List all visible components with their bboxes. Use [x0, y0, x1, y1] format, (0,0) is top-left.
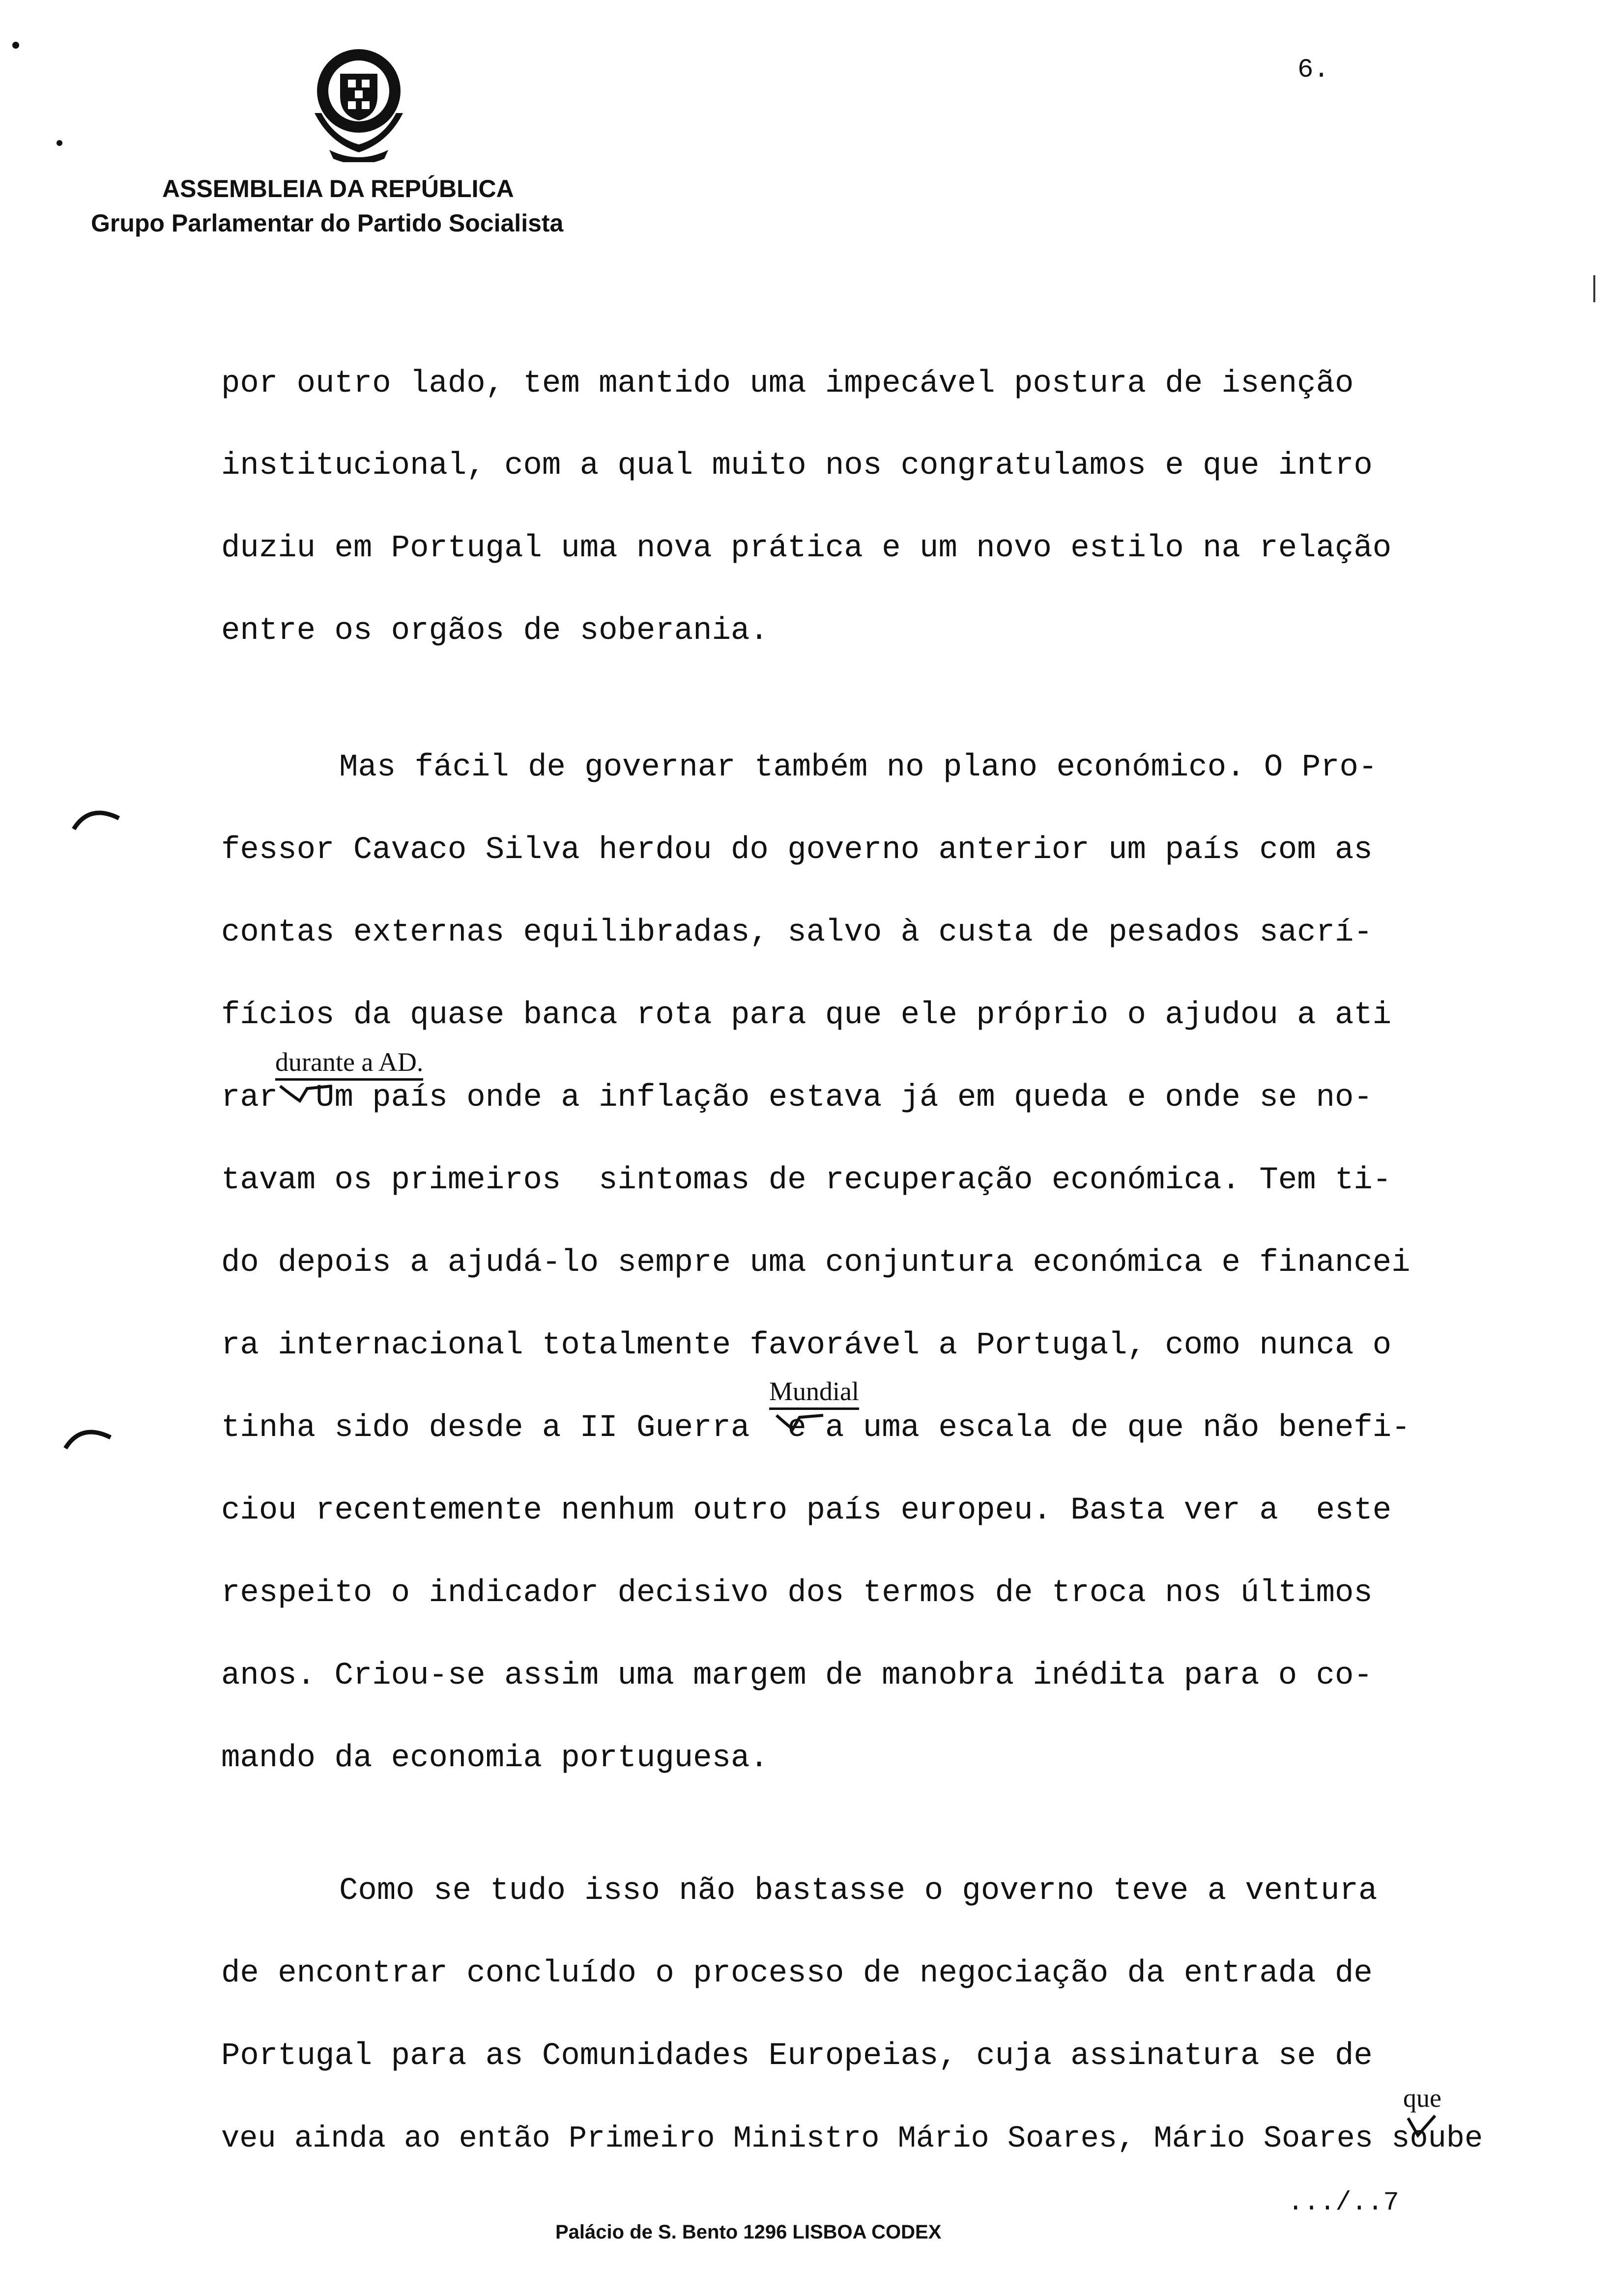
text-line: respeito o indicador decisivo dos termos de troca nos últimos — [221, 1576, 1373, 1611]
text-line: ciou recentemente nenhum outro país europeu. Basta ver a este — [221, 1493, 1392, 1528]
text-line: fícios da quase banca rota para que ele próprio o ajudou a ati — [221, 998, 1392, 1033]
text-line: entre os orgãos de soberania. — [221, 613, 769, 649]
insertion-caret-2 — [774, 1410, 828, 1437]
insertion-caret-3 — [1406, 2113, 1440, 2145]
text-line: institucional, com a qual muito nos congratulamos e que intro — [221, 448, 1373, 484]
handwritten-insert-que: que — [1403, 2083, 1441, 2113]
text-line: mando da economia portuguesa. — [221, 1741, 769, 1776]
text-line: veu ainda ao então Primeiro Ministro Mário Soares, Mário Soares soube — [221, 2121, 1483, 2156]
text-line: fessor Cavaco Silva herdou do governo anterior um país com as — [221, 832, 1373, 868]
handwritten-insert-durante-a-ad: durante a AD. — [275, 1047, 423, 1081]
text-line: de encontrar concluído o processo de negociação da entrada de — [221, 1956, 1373, 1991]
text-line: Como se tudo isso não bastasse o governo teve a ventura — [339, 1873, 1378, 1909]
margin-dot-1 — [12, 42, 19, 49]
text-line: tavam os primeiros sintomas de recuperação económica. Tem ti- — [221, 1163, 1392, 1198]
text-line: Mas fácil de governar também no plano económico. O Pro- — [339, 750, 1378, 785]
page-number: 6. — [1297, 55, 1329, 85]
text-line: anos. Criou-se assim uma margem de manobra inédita para o co- — [221, 1658, 1373, 1693]
text-line: duziu em Portugal uma nova prática e um novo estilo na relação — [221, 531, 1392, 566]
parliamentary-group: Grupo Parlamentar do Partido Socialista — [91, 209, 564, 237]
insertion-caret-1 — [278, 1081, 337, 1108]
footer-address: Palácio de S. Bento 1296 LISBOA CODEX — [555, 2221, 942, 2243]
margin-bracket-2 — [61, 1423, 115, 1455]
parliament-emblem — [295, 39, 423, 162]
continuation-marker: .../..7 — [1288, 2188, 1399, 2218]
handwritten-insert-mundial: Mundial — [769, 1376, 859, 1410]
text-line: do depois a ajudá-lo sempre uma conjuntura económica e financei — [221, 1245, 1410, 1281]
margin-tick — [1593, 275, 1595, 302]
text-line: ra internacional totalmente favorável a Portugal, como nunca o — [221, 1328, 1392, 1363]
text-line: tinha sido desde a II Guerra e a uma escala de que não benefi- — [221, 1410, 1410, 1446]
text-line: por outro lado, tem mantido uma impecável postura de isenção — [221, 366, 1354, 402]
text-line: contas externas equilibradas, salvo à custa de pesados sacrí- — [221, 915, 1373, 950]
margin-dot-2 — [57, 140, 62, 146]
institution-name: ASSEMBLEIA DA REPÚBLICA — [162, 175, 514, 202]
margin-bracket-1 — [70, 804, 124, 835]
text-line: rar Um país onde a inflação estava já em queda e onde se no- — [221, 1080, 1373, 1116]
text-line: Portugal para as Comunidades Europeias, cuja assinatura se de — [221, 2038, 1373, 2074]
